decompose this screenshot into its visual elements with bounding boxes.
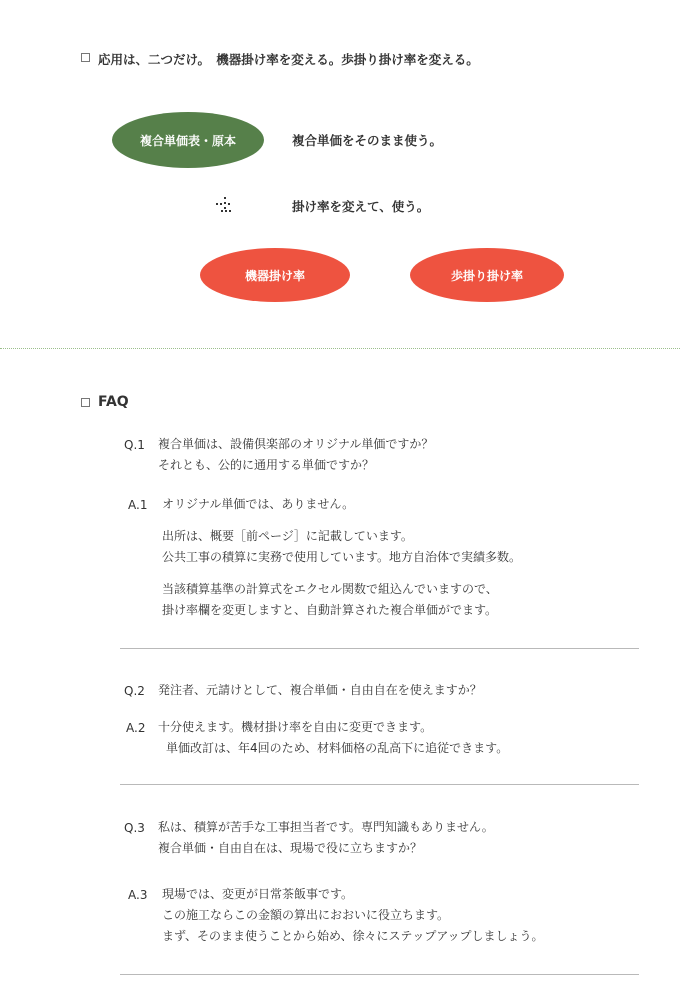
question-number: Q.2 [124,684,145,698]
question-line: 複合単価・自由自在は、現場で役に立ちますか？ [158,841,423,855]
question-line: 私は、積算が苦手な工事担当者です。専門知識もありません。 [158,820,494,834]
answer-line: 現場では、変更が日常茶飯事です。 [162,887,354,901]
faq-divider [120,648,639,649]
source-ellipse [112,112,264,168]
option-label-equipment: 機器掛け率 [244,268,305,283]
intro-heading: 応用は、二つだけ。 機器掛け率を変える。歩掛り掛け率を変える。 [98,52,479,67]
faq-divider [120,974,639,975]
question-number: Q.3 [124,821,145,835]
answer-line: 単価改訂は、年4回のため、材料価格の乱高下に追従できます。 [166,741,509,755]
answer-line: オリジナル単価では、ありません。 [162,497,355,511]
answer-text [162,884,543,947]
checkbox-icon [81,53,90,62]
answer-line: 公共工事の積算に実務で使用しています。地方自治体で実績多数。 [162,550,522,564]
answer-line: 出所は、概要［前ページ］に記載しています。 [162,529,413,543]
question-number: Q.1 [124,438,145,452]
question-line: 発注者、元請けとして、複合単価・自由自在を使えますか？ [158,683,482,697]
answer-number: A.1 [128,498,148,512]
faq-divider [120,784,639,785]
answer-line: まず、そのまま使うことから始め、徐々にステップアップしましょう。 [162,929,544,943]
answer-text [158,717,508,759]
option-ellipse-labor [410,248,564,302]
question-line: それとも、公的に通用する単価ですか？ [158,458,375,472]
section-divider [0,348,680,349]
answer-line: この施工ならこの金額の算出におおいに役立ちます。 [162,908,450,922]
answer-line: 当該積算基準の計算式をエクセル関数で組込んでいますので、 [162,582,498,596]
answer-line: 掛け率欄を変更しますと、自動計算された複合単価がでます。 [162,603,498,617]
arrow-description: 掛け率を変えて、使う。 [292,199,430,214]
question-text [158,434,433,476]
faq-title: FAQ [98,394,129,410]
answer-number: A.3 [128,888,148,902]
answer-text [162,494,521,621]
checkbox-icon [81,398,90,407]
answer-line: 十分使えます。機材掛け率を自由に変更できます。 [158,720,433,734]
question-text [158,680,482,701]
option-label-labor: 歩掛り掛け率 [450,268,523,283]
source-description: 複合単価をそのまま使う。 [292,133,443,148]
question-text [158,817,494,859]
source-label: 複合単価表・原本 [139,133,236,148]
question-line: 複合単価は、設備倶楽部のオリジナル単価ですか？ [158,437,434,451]
option-ellipse-equipment [200,248,350,302]
answer-number: A.2 [126,721,146,735]
dotted-arrow-icon [214,197,234,213]
